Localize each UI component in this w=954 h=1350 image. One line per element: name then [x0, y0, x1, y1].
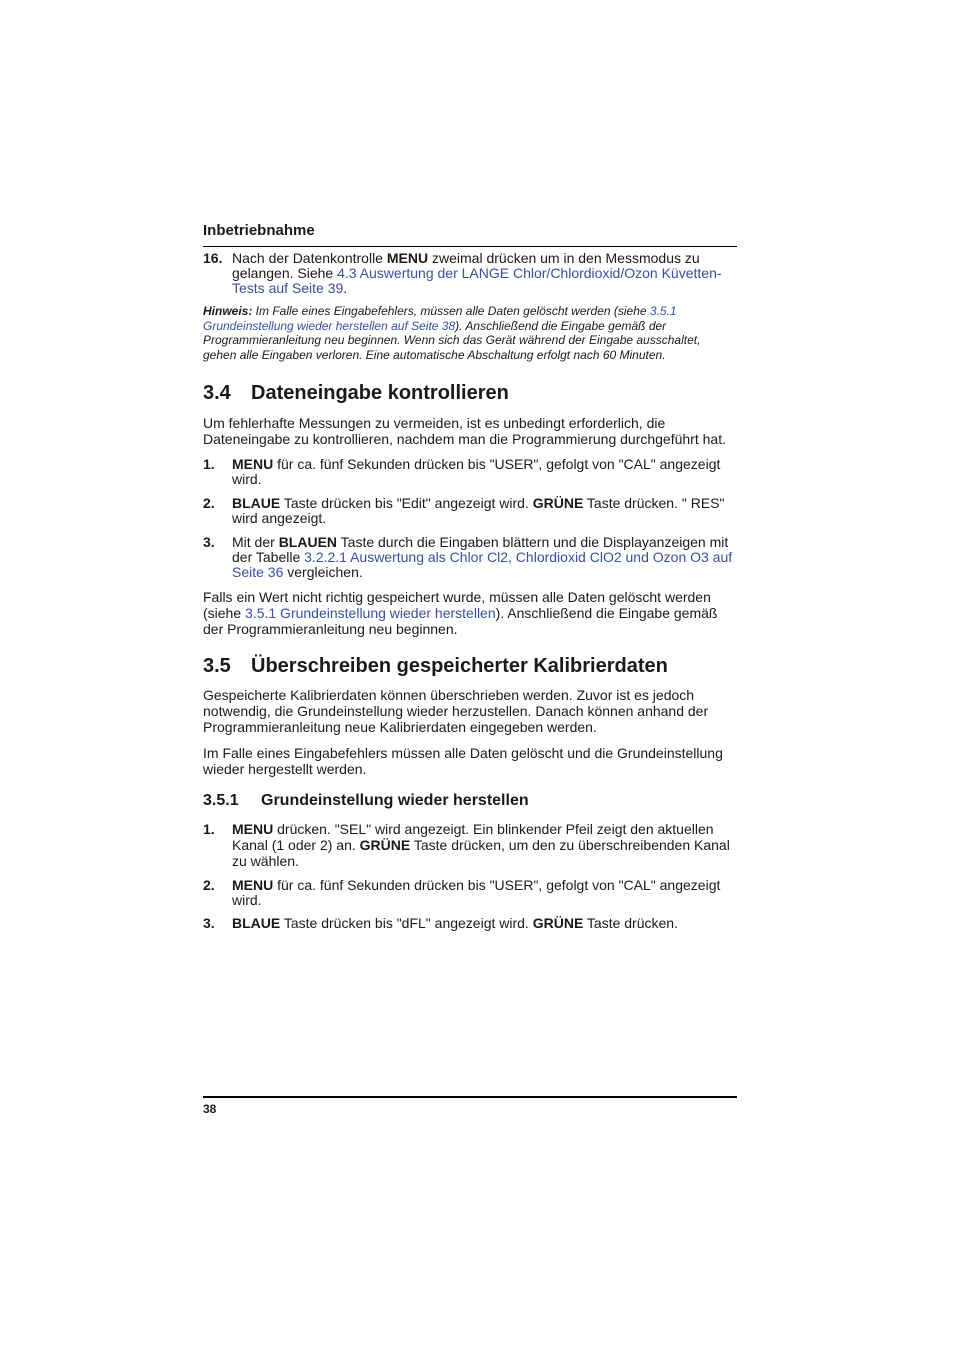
step-3: 3. Mit der BLAUEN Taste durch die Eingaben blättern und die Displayanzeigen mit der Tabelle 3.2.2.1 Auswertung als Chlor Cl2, Chlordioxid ClO2 und Ozon O3 auf Seite 36 vergleichen.	[203, 534, 733, 580]
step-text: Nach der Datenkontrolle MENU zweimal drücken um in den Messmodus zu gelangen. Siehe 4.3 Auswertung der LANGE Chlor/Chlordioxid/Ozon Küvetten-Tests auf Seite 39.	[232, 250, 722, 296]
running-head: Inbetriebnahme	[203, 222, 737, 247]
cross-ref-link[interactable]: 3.5.1 Grundeinstellung wieder herstellen auf Seite 38	[203, 304, 677, 333]
cross-ref-link[interactable]: 4.3 Auswertung der LANGE Chlor/Chlordioxid/Ozon Küvetten-Tests auf Seite 39	[232, 265, 722, 296]
paragraph: Im Falle eines Eingabefehlers müssen alle Daten gelöscht und die Grundeinstellung wieder hergestellt werden.	[203, 745, 723, 777]
step-2: 2. BLAUE Taste drücken bis "Edit" angezeigt wird. GRÜNE Taste drücken. " RES" wird angezeigt.	[203, 495, 725, 526]
paragraph: Falls ein Wert nicht richtig gespeichert wurde, müssen alle Daten gelöscht werden (siehe 3.5.1 Grundeinstellung wieder herstellen). Anschließend die Eingabe gemäß der Programmieranleitung neu beginnen.	[203, 589, 718, 637]
step-1: 1. MENU drücken. "SEL" wird angezeigt. Ein blinkender Pfeil zeigt den aktuellen Kanal (1 oder 2) an. GRÜNE Taste drücken, um den zu überschreibenden Kanal zu wählen.	[203, 821, 730, 869]
step-3: 3. BLAUE Taste drücken bis "dFL" angezeigt wird. GRÜNE Taste drücken.	[203, 915, 678, 931]
subsection-heading-3-5-1: 3.5.1 Grundeinstellung wieder herstellen	[203, 792, 529, 809]
section-heading-3-4: 3.4 Dateneingabe kontrollieren	[203, 382, 509, 404]
step-number: 16.	[203, 250, 223, 266]
cross-ref-link[interactable]: 3.2.2.1 Auswertung als Chlor Cl2, Chlordioxid ClO2 und Ozon O3 auf Seite 36	[232, 549, 733, 580]
step-2: 2. MENU für ca. fünf Sekunden drücken bis "USER", gefolgt von "CAL" angezeigt wird.	[203, 877, 721, 908]
page-footer	[203, 1096, 737, 1116]
paragraph: Um fehlerhafte Messungen zu vermeiden, ist es unbedingt erforderlich, die Dateneingabe zu kontrollieren, nachdem man die Programmierung durchgeführt hat.	[203, 415, 726, 447]
note-label: Hinweis:	[203, 304, 253, 318]
cross-ref-link[interactable]: 3.5.1 Grundeinstellung wieder herstellen	[245, 605, 496, 621]
section-heading-3-5: 3.5 Überschreiben gespeicherter Kalibrierdaten	[203, 655, 668, 677]
step-1: 1. MENU für ca. fünf Sekunden drücken bis "USER", gefolgt von "CAL" angezeigt wird.	[203, 456, 721, 487]
page-number: 38	[203, 1102, 217, 1116]
note: Hinweis: Im Falle eines Eingabefehlers, müssen alle Daten gelöscht werden (siehe 3.5.1 Grundeinstellung wieder herstellen auf Seite 38). Anschließend die Eingabe gemäß der Programmieranleitung neu beginnen. Wenn sich das Gerät während der Eingabe ausschaltet, gehen alle Eingaben verloren. Eine automatische Abschaltung erfolgt nach 60 Minuten.	[203, 304, 701, 362]
paragraph: Gespeicherte Kalibrierdaten können überschrieben werden. Zuvor ist es jedoch notwendig, die Grundeinstellung wieder herzustellen. Danach können anhand der Programmieranleitung neue Kalibrierdaten eingegeben werden.	[203, 687, 709, 735]
step-16	[203, 251, 737, 296]
page-content	[203, 222, 737, 931]
